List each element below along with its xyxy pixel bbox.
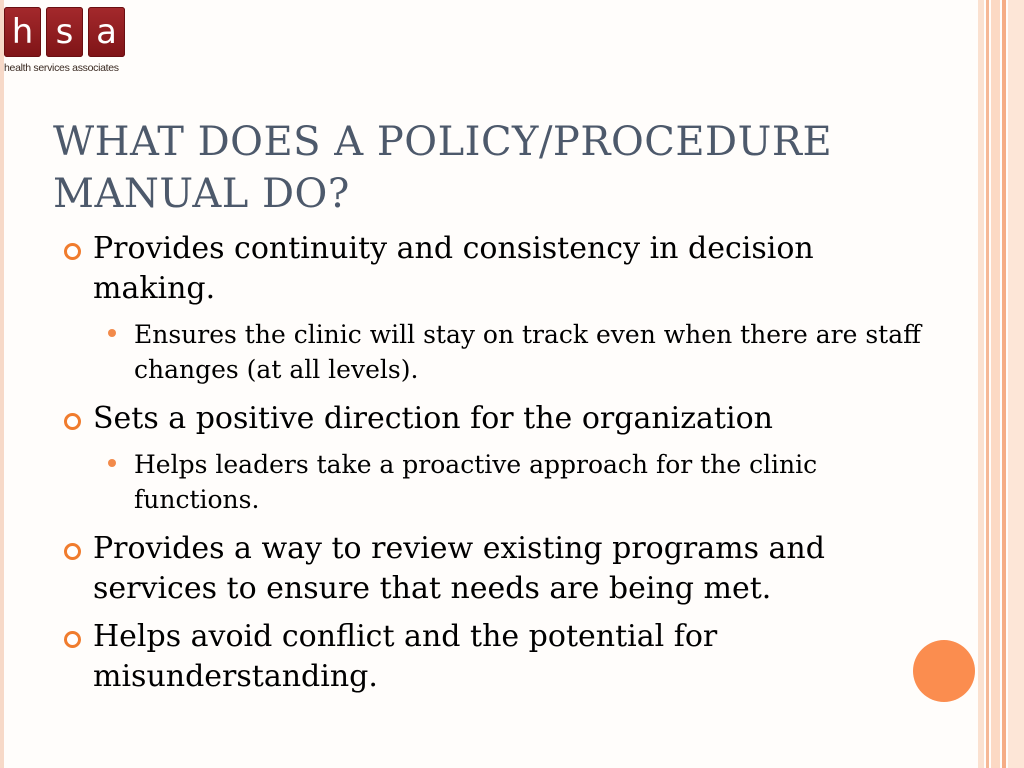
bullet-text: Helps avoid conflict and the potential for misunderstanding. [93, 619, 718, 694]
sub-bullet-text: Helps leaders take a proactive approach for the clinic functions. [134, 450, 818, 514]
right-stripe [1002, 0, 1006, 768]
bullet-item [64, 399, 944, 517]
bullet-item [64, 617, 944, 697]
dot-bullet-icon [108, 329, 116, 337]
slide-title-line2: MANUAL DO? [53, 171, 350, 217]
right-stripe [1008, 0, 1024, 768]
logo-tile-a: a [88, 7, 125, 57]
hollow-circle-bullet-icon [64, 631, 81, 648]
logo-caption: health services associates [4, 62, 119, 74]
sub-bullet-item [134, 447, 944, 517]
logo-tile-s: s [46, 7, 83, 57]
right-stripe [986, 0, 989, 768]
hollow-circle-bullet-icon [64, 543, 81, 560]
sub-bullet-text: Ensures the clinic will stay on track even when there are staff changes (at all levels). [134, 320, 921, 384]
slide-title [53, 116, 913, 220]
bullet-list [64, 229, 944, 697]
sub-bullet-item [134, 317, 944, 387]
right-stripe [978, 0, 984, 768]
bullet-text: Provides continuity and consistency in decision making. [93, 231, 814, 306]
slide-title-line1: WHAT DOES A POLICY/PROCEDURE [53, 119, 833, 165]
bullet-text: Sets a positive direction for the organization [93, 401, 773, 436]
hollow-circle-bullet-icon [64, 243, 81, 260]
bullet-item [64, 529, 944, 609]
left-border-line [0, 0, 4, 768]
hsa-logo [4, 7, 128, 77]
bullet-text: Provides a way to review existing programs and services to ensure that needs are being met. [93, 531, 825, 606]
logo-tiles [4, 7, 125, 57]
right-stripe [991, 0, 1000, 768]
logo-tile-h: h [4, 7, 41, 57]
dot-bullet-icon [108, 459, 116, 467]
bullet-item [64, 229, 944, 387]
hollow-circle-bullet-icon [64, 413, 81, 430]
